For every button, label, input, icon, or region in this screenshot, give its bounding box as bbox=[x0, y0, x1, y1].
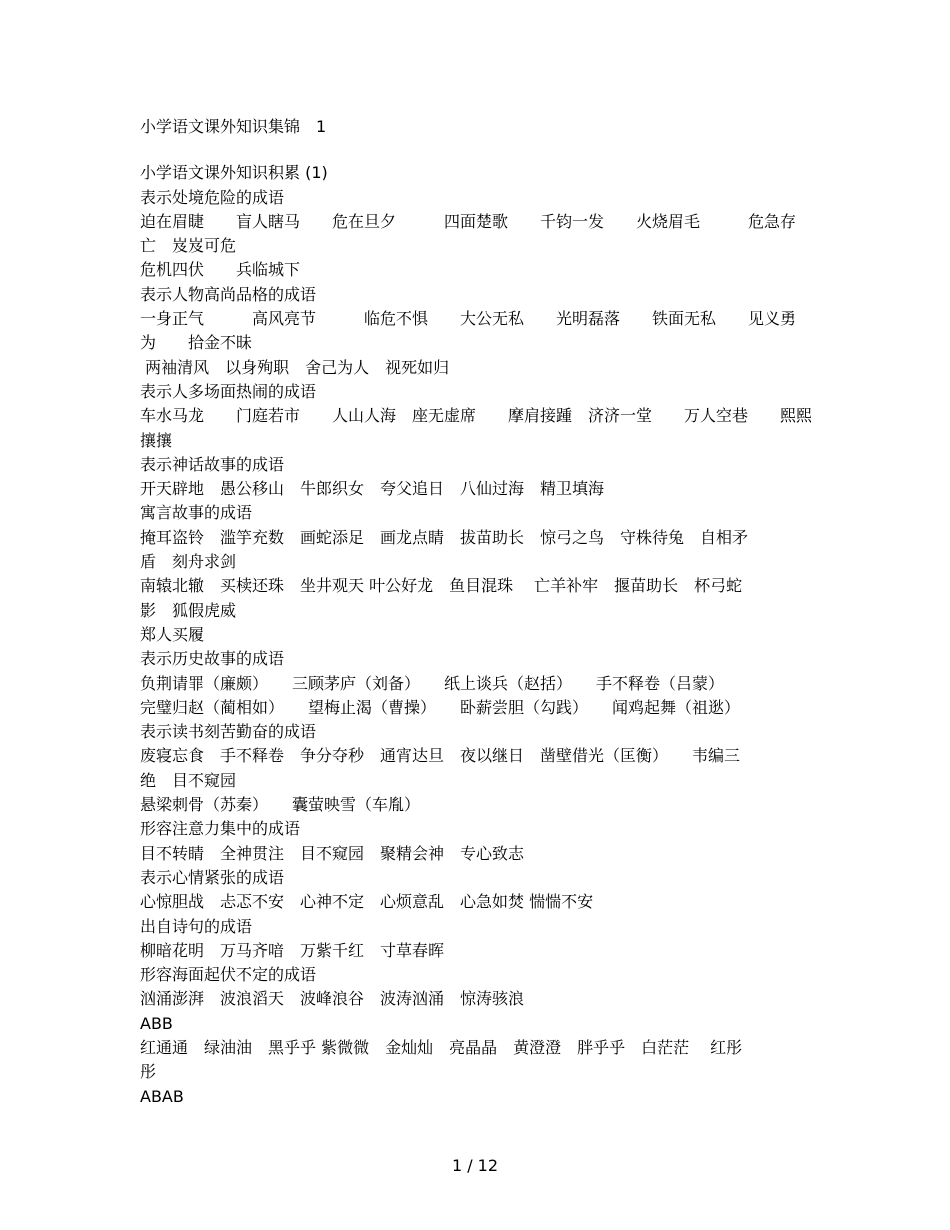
text-line: 郑人买履 bbox=[140, 624, 205, 644]
text-line: 危机四伏 兵临城下 bbox=[140, 260, 301, 280]
text-line: 悬梁刺骨（苏秦） 囊萤映雪（车胤） bbox=[140, 795, 421, 815]
text-line: 盾 刻舟求剑 bbox=[140, 552, 237, 572]
text-line: 心惊胆战 忐忑不安 心神不定 心烦意乱 心急如焚 惴惴不安 bbox=[140, 892, 594, 912]
text-line: 车水马龙 门庭若市 人山人海 座无虚席 摩肩接踵 济济一堂 万人空巷 熙熙 bbox=[140, 406, 812, 426]
text-line: 一身正气 高风亮节 临危不惧 大公无私 光明磊落 铁面无私 见义勇 bbox=[140, 309, 797, 329]
text-line: 攘攘 bbox=[140, 430, 173, 450]
text-line: 迫在眉睫 盲人瞎马 危在旦夕 四面楚歌 千钧一发 火烧眉毛 危急存 bbox=[140, 211, 797, 231]
text-line: 汹涌澎湃 波浪滔天 波峰浪谷 波涛汹涌 惊涛骇浪 bbox=[140, 989, 525, 1009]
text-line: 影 狐假虎威 bbox=[140, 600, 237, 620]
text-line: 废寝忘食 手不释卷 争分夺秒 通宵达旦 夜以继日 凿壁借光（匡衡） 韦编三 bbox=[140, 746, 741, 766]
text-lines bbox=[140, 161, 812, 1109]
text-line: 亡 岌岌可危 bbox=[140, 236, 237, 256]
text-line: 柳暗花明 万马齐喑 万紫千红 寸草春晖 bbox=[140, 940, 445, 960]
text-line: ABB bbox=[140, 1013, 173, 1033]
text-line: 负荆请罪（廉颇） 三顾茅庐（刘备） 纸上谈兵（赵括） 手不释卷（吕蒙） bbox=[140, 673, 725, 693]
text-line: 完璧归赵（蔺相如） 望梅止渴（曹操） 卧薪尝胆（勾践） 闻鸡起舞（祖逖） bbox=[140, 697, 741, 717]
text-line: 绝 目不窥园 bbox=[140, 770, 237, 790]
text-line: 形容海面起伏不定的成语 bbox=[140, 965, 317, 985]
text-line: 表示神话故事的成语 bbox=[140, 454, 285, 474]
text-line: 目不转睛 全神贯注 目不窥园 聚精会神 专心致志 bbox=[140, 843, 525, 863]
text-line: 掩耳盗铃 滥竽充数 画蛇添足 画龙点睛 拔苗助长 惊弓之鸟 守株待兔 自相矛 bbox=[140, 527, 749, 547]
text-line: 表示人物高尚品格的成语 bbox=[140, 284, 317, 304]
text-line: 小学语文课外知识积累 (1) bbox=[140, 163, 328, 183]
document-title: 小学语文课外知识集锦 1 bbox=[140, 117, 327, 136]
text-line: 出自诗句的成语 bbox=[140, 916, 253, 936]
text-line: 两袖清风 以身殉职 舍己为人 视死如归 bbox=[140, 357, 450, 377]
text-line: 表示历史故事的成语 bbox=[140, 649, 285, 669]
document-body bbox=[140, 115, 812, 1109]
text-line: 红通通 绿油油 黑乎乎 紫微微 金灿灿 亮晶晶 黄澄澄 胖乎乎 白茫茫 红彤 bbox=[140, 1037, 743, 1057]
text-line: 寓言故事的成语 bbox=[140, 503, 253, 523]
text-line: 表示人多场面热闹的成语 bbox=[140, 381, 317, 401]
text-line: 为 拾金不昧 bbox=[140, 333, 253, 353]
page-number: 1 / 12 bbox=[451, 1156, 499, 1175]
text-line: 表示读书刻苦勤奋的成语 bbox=[140, 722, 317, 742]
text-line: 南辕北辙 买椟还珠 坐井观天 叶公好龙 鱼目混珠 亡羊补牢 揠苗助长 杯弓蛇 bbox=[140, 576, 743, 596]
text-line: 形容注意力集中的成语 bbox=[140, 819, 301, 839]
text-line: ABAB bbox=[140, 1086, 184, 1106]
text-line: 表示心情紧张的成语 bbox=[140, 867, 285, 887]
text-line: 彤 bbox=[140, 1062, 157, 1082]
text-line: 表示处境危险的成语 bbox=[140, 187, 285, 207]
text-line: 开天辟地 愚公移山 牛郎织女 夸父追日 八仙过海 精卫填海 bbox=[140, 479, 605, 499]
